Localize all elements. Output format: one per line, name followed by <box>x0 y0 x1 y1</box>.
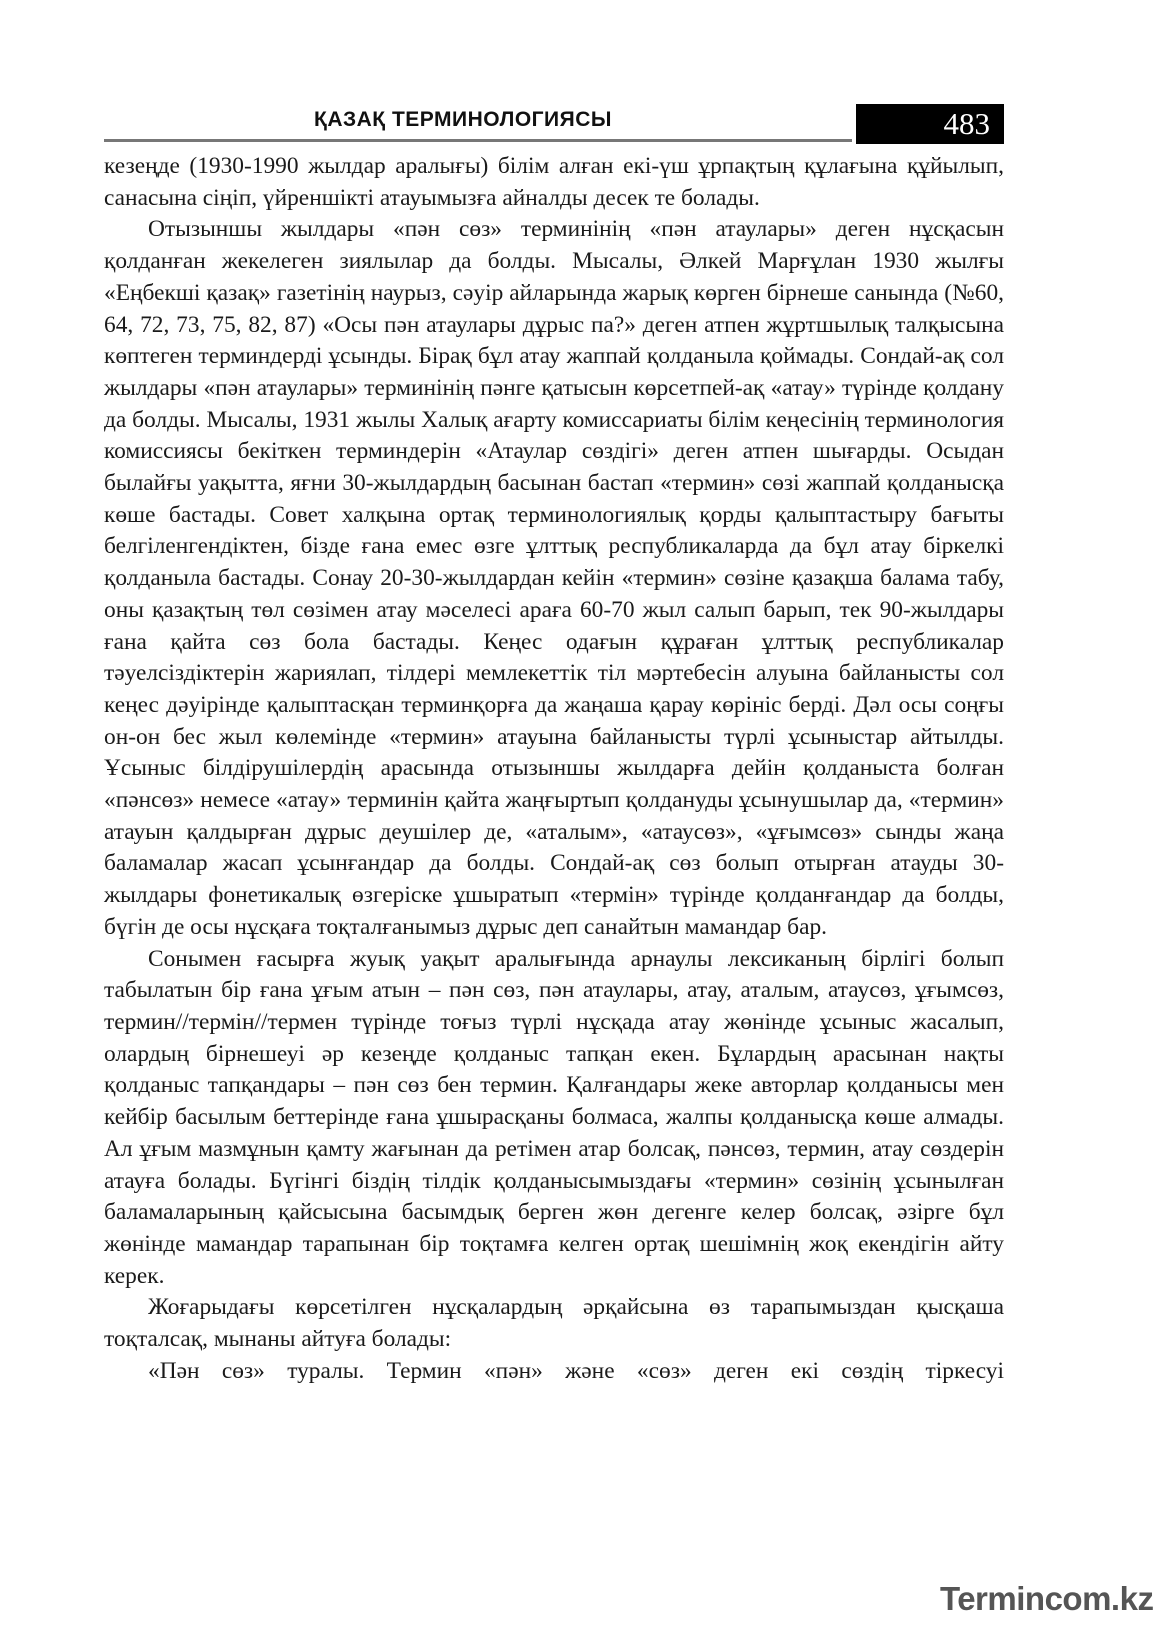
paragraph: Жоғарыдағы көрсетілген нұсқалардың әрқайсына өз тарапымыздан қысқаша тоқталсақ, мынаны айтуға болады: <box>104 1294 1004 1353</box>
watermark-text: Termincom.kz <box>940 1580 1154 1617</box>
running-header <box>104 104 1004 148</box>
paragraph: Сонымен ғасырға жуық уақыт аралығында арнаулы лексиканың бірлігі болып табылатын бір ғана ұғым атын – пән сөз, пән атаулары, атау, аталым, атаусөз, ұғымсөз, термин//термін//термен түрінде тоғыз түрлі нұсқада атау жөнінде ұсыныс жасалып, олардың бірнешеуі әр кезеңде қолданыс тапқан екен. Бұлардың арасынан нақты қолданыс тапқандары – пән сөз бен термин. Қалғандары жеке авторлар қолданысы мен кейбір басылым беттерінде ғана ұшырасқаны болмаса, жалпы қолданысқа көше алмады. Ал ұғым мазмұнын қамту жағынан да ретімен атар болсақ, пәнсөз, термин, атау сөздерін атауға болады. Бүгінгі біздің тілдік қолданысымыздағы «термин» сөзінің ұсынылған баламаларының қайсысына басымдық берген жөн дегенге келер болсақ, әзірге бұл жөнінде мамандар тарапынан бір тоқтамға келген ортақ шешімнің жоқ екендігін айту керек. <box>104 945 1004 1289</box>
paragraph: Отызыншы жылдары «пән сөз» терминінің «пән атаулары» деген нұсқасын қолданған жекелеген зиялылар да болды. Мысалы, Әлкей Марғұлан 1930 жылғы «Еңбекші қазақ» газетінің наурыз, сәуір айларында жарық көрген бірнеше санында (№60, 64, 72, 73, 75, 82, 87) «Осы пән атаулары дұрыс па?» деген атпен жұртшылық талқысына көптеген терминдерді ұсынды. Бірақ бұл атау жаппай қолданыла қоймады. Сондай-ақ сол жылдары «пән атаулары» терминінің пәнге қатысын көрсетпей-ақ «атау» түрінде қолдану да болды. Мысалы, 1931 жылы Халық ағарту комиссариаты білім кеңесінің терминология комиссиясы бекіткен терминдерін «Атаулар сөздігі» деген атпен шығарды. Осыдан былайғы уақытта, яғни 30-жылдардың басынан бастап «термин» сөзі жаппай қолданысқа көше бастады. Совет халқына ортақ терминологиялық қорды қалыптастыру бағыты белгіленгендіктен, бізде ғана емес өзге ұлттық республикаларда да бұл атау біркелкі қолданыла бастады. Сонау 20-30-жылдардан кейін «термин» сөзіне қазақша балама табу, оны қазақтың төл сөзімен атау мәселесі араға 60-70 жыл салып барып, тек 90-жылдары ғана қайта сөз бола бастады. Кеңес одағын құраған ұлттық республикалар тәуелсіздіктерін жариялап, тілдері мемлекеттік тіл мәртебесін алуына байланысты сол кеңес дәуірінде қалыптасқан терминқорға да жаңаша қарау көрініс берді. Дәл осы соңғы он-он бес жыл көлемінде «термин» атауына байланысты түрлі ұсыныстар айтылды. Ұсыныс білдірушілердің арасында отызыншы жылдарға дейін қолданыста болған «пәнсөз» немесе «атау» терминін қайта жаңғыртып қолдануды ұсынушылар да, «термин» атауын қалдырған дұрыс деушілер де, «аталым», «атаусөз», «ұғымсөз» сынды жаңа баламалар жасап ұсынғандар да болды. Сондай-ақ сөз болып отырған атауды 30-жылдары фонетикалық өзгеріске ұшыратып «термін» түрінде қолданғандар да болды, бүгін де осы нұсқаға тоқталғанымыз дұрыс деп санайтын мамандар бар. <box>104 216 1004 940</box>
watermark-logo <box>940 1580 1154 1628</box>
page-number: 483 <box>856 104 1004 144</box>
body-text <box>104 151 1004 1387</box>
running-header-title: ҚАЗАҚ ТЕРМИНОЛОГИЯСЫ <box>314 108 612 131</box>
paragraph: кезеңде (1930-1990 жылдар аралығы) білім алған екі-үш ұрпақтың құлағына құйылып, санасына сіңіп, үйреншікті атауымызға айналды десек те болады. <box>104 153 1004 211</box>
paragraph: «Пән сөз» туралы. Термин «пән» және «сөз» деген екі сөздің тіркесуі <box>148 1357 1004 1384</box>
header-rule <box>104 139 852 142</box>
